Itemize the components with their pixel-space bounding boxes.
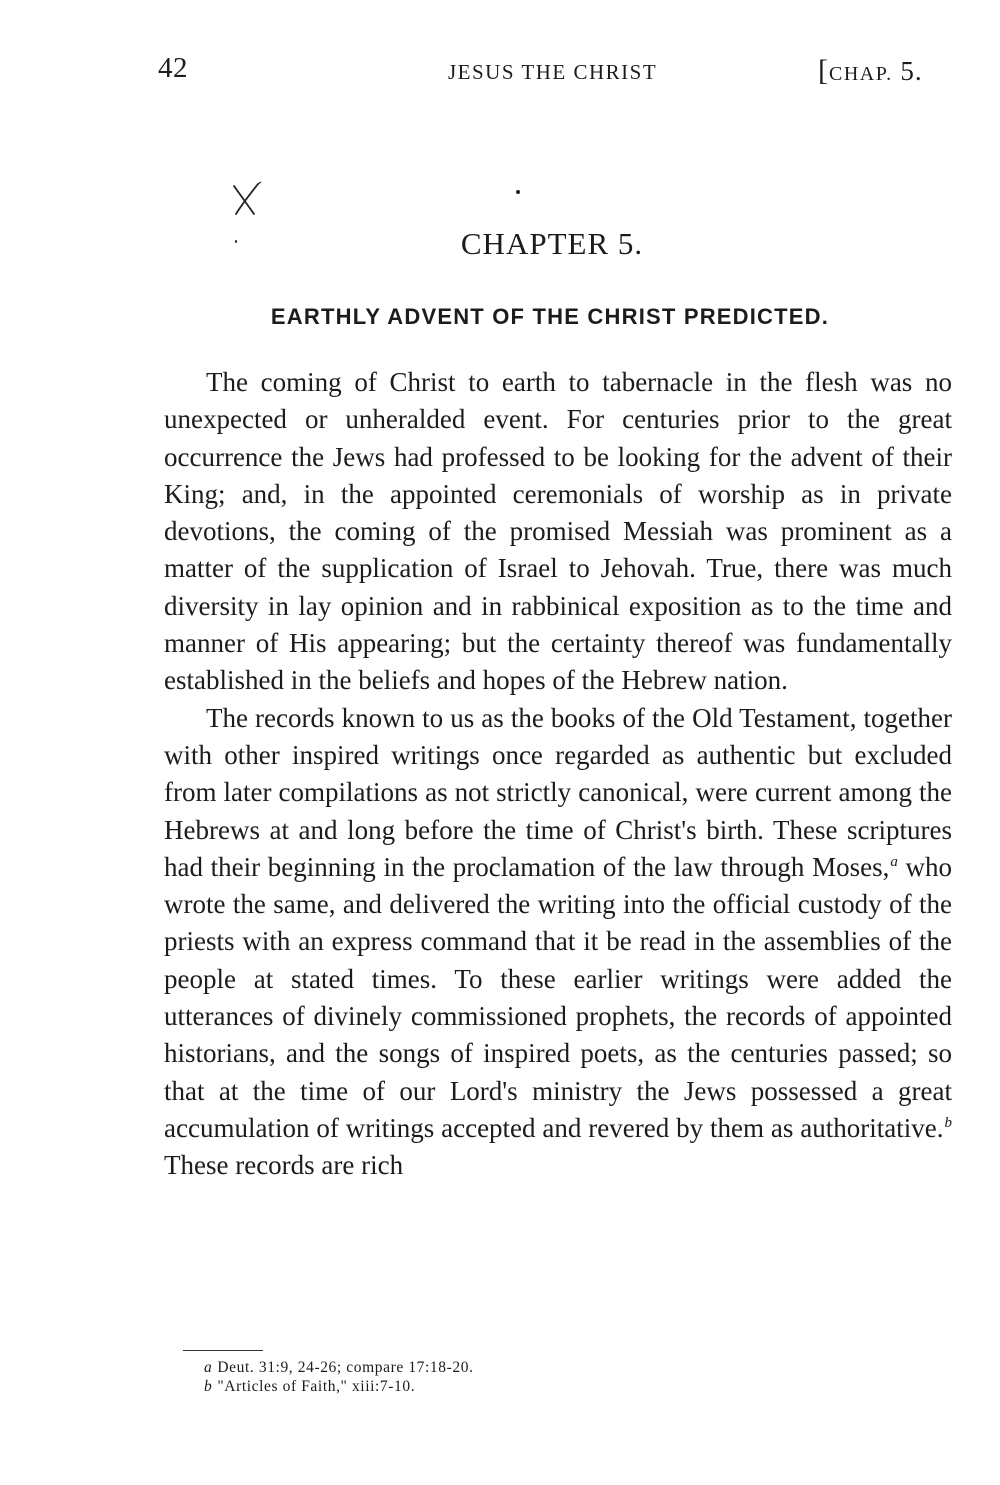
chapter-heading: CHAPTER 5. [460,226,644,261]
stray-dot [516,190,520,194]
chapter-bracket: [ [818,54,829,87]
paragraph-text: These records are rich [164,1150,404,1181]
chapter-abbrev: CHAP. [829,63,893,85]
running-chapter-label [818,54,923,88]
footnote-ref-a: a [890,853,898,870]
running-header [158,52,948,92]
paragraph-text: who wrote the same, and delivered the writing into the official custody of the priests with an express command that it be read in the assemblies of the people at stated times. To these earlier writings were added the utterances of divinely commissioned prophets, the records of appointed historians, and the songs of inspired poets, as the centuries passed; so that at the time of our Lord's ministry the Jews possessed a great accumulation of writings accepted and revered by them as authoritative. [164,851,952,1143]
handwritten-x-mark [228,180,268,220]
footnote [204,1377,474,1396]
footnote-divider [183,1350,263,1351]
page-number: 42 [158,52,188,84]
footnote-ref-b: b [944,1114,952,1131]
footnotes [204,1358,474,1396]
footnote [204,1358,474,1377]
footnote-text: "Articles of Faith," xiii:7-10. [217,1378,416,1395]
paragraph-text: The records known to us as the books of the Old Testament, together with other inspired writings once regarded as authentic but excluded from later compilations as not strictly canonical, were current among the Hebrews at and long before the time of Christ's birth. These scriptures had their beginning in the proclamation of the law through Moses, [164,702,952,882]
footnote-text: Deut. 31:9, 24-26; compare 17:18-20. [217,1359,474,1376]
paragraph [164,700,952,1185]
footnote-marker: a [204,1359,213,1376]
chapter-number: 5. [900,56,923,86]
paragraph: The coming of Christ to earth to tabernacle in the flesh was no unexpected or unheralded event. For centuries prior to the great occurrence the Jews had professed to be looking for the advent of their King; and, in the appointed ceremonials of worship as in private devotions, the coming of the promised Messiah was prominent as a matter of the supplication of Israel to Jehovah. True, there was much diversity in lay opinion and in rabbinical exposition as to the time and manner of His appearing; but the certainty thereof was fundamentally established in the beliefs and hopes of the Hebrew nation. [164,367,952,696]
running-title: JESUS THE CHRIST [448,60,658,84]
body-text [164,364,952,1185]
footnote-marker: b [204,1378,213,1395]
chapter-subtitle: EARTHLY ADVENT OF THE CHRIST PREDICTED. [270,304,830,329]
